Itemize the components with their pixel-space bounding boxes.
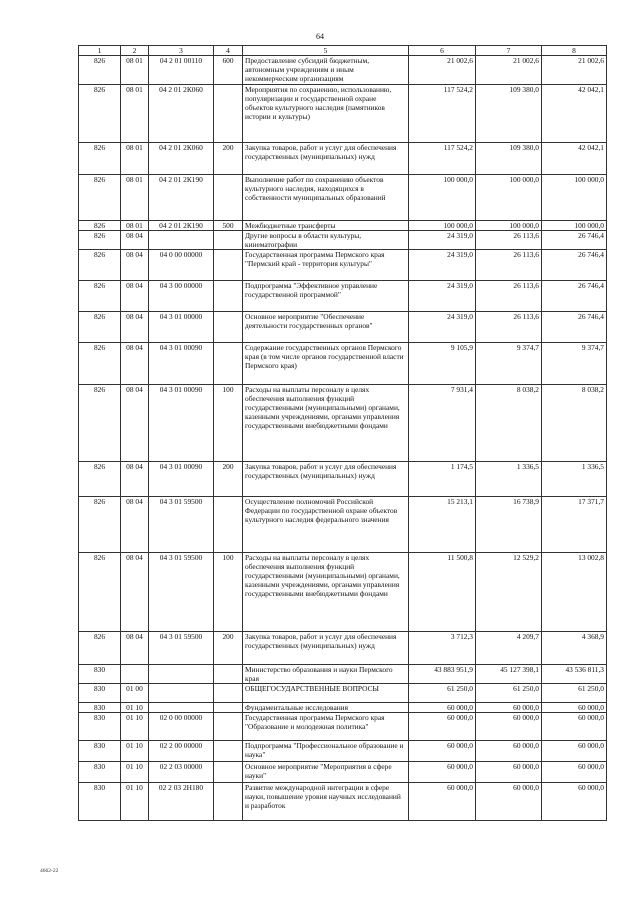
cell-target-article: 02 2 03 00000 [149,762,214,783]
header-cell: 4 [214,46,243,56]
cell-amount-year2: 100 000,0 [476,221,542,231]
cell-amount-year2: 8 038,2 [476,385,542,462]
table-row [79,553,607,632]
header-cell: 1 [79,46,121,56]
cell-amount-year2: 26 113,6 [476,231,542,250]
cell-target-article: 04 3 01 59500 [149,553,214,632]
cell-amount-year2: 26 113,6 [476,281,542,312]
cell-amount-year3: 8 038,2 [542,385,607,462]
cell-admin-code: 830 [79,713,121,741]
cell-admin-code: 826 [79,221,121,231]
cell-admin-code: 826 [79,56,121,85]
cell-amount-year3: 60 000,0 [542,713,607,741]
cell-target-article: 04 2 01 2К060 [149,143,214,175]
cell-amount-year1: 24 319,0 [409,231,476,250]
cell-description: Фундаментальные исследования [243,703,409,713]
cell-amount-year3: 43 536 811,3 [542,665,607,684]
cell-target-article: 04 0 00 00000 [149,250,214,281]
table-row [79,143,607,175]
cell-description: Закупка товаров, работ и услуг для обеспечения государственных (муниципальных) нужд [243,462,409,497]
cell-description: Выполнение работ по сохранению объектов культурного наследия, находящихся в собственности муниципальных образований [243,175,409,221]
cell-admin-code: 826 [79,281,121,312]
cell-section-code: 08 04 [121,312,149,343]
cell-admin-code: 826 [79,250,121,281]
cell-section-code: 08 04 [121,462,149,497]
cell-section-code: 01 10 [121,741,149,762]
table-row [79,462,607,497]
cell-expense-type: 100 [214,385,243,462]
cell-amount-year3: 13 002,8 [542,553,607,632]
cell-amount-year1: 61 250,0 [409,684,476,703]
cell-amount-year1: 60 000,0 [409,762,476,783]
table-row [79,231,607,250]
cell-amount-year2: 26 113,6 [476,312,542,343]
cell-expense-type [214,231,243,250]
cell-amount-year2: 4 209,7 [476,632,542,665]
cell-section-code: 01 00 [121,684,149,703]
cell-amount-year1: 60 000,0 [409,741,476,762]
cell-target-article [149,684,214,703]
cell-amount-year3: 17 371,7 [542,497,607,553]
cell-section-code: 08 04 [121,231,149,250]
cell-section-code: 08 04 [121,497,149,553]
cell-description: Другие вопросы в области культуры, кинематографии [243,231,409,250]
table-row [79,281,607,312]
cell-expense-type: 100 [214,553,243,632]
cell-amount-year1: 9 105,9 [409,343,476,385]
cell-amount-year3: 60 000,0 [542,762,607,783]
cell-description: Содержание государственных органов Пермского края (в том числе органов государственной власти Пермского края) [243,343,409,385]
cell-admin-code: 826 [79,231,121,250]
table-row [79,56,607,85]
cell-description: Закупка товаров, работ и услуг для обеспечения государственных (муниципальных) нужд [243,632,409,665]
cell-description: Мероприятия по сохранению, использованию, популяризации и государственной охране объектов культурного наследия (памятников истории и культуры) [243,85,409,143]
cell-admin-code: 830 [79,703,121,713]
cell-amount-year1: 24 319,0 [409,281,476,312]
table-row [79,385,607,462]
header-cell: 7 [476,46,542,56]
cell-section-code: 01 10 [121,783,149,821]
cell-amount-year2: 60 000,0 [476,741,542,762]
cell-section-code: 08 04 [121,281,149,312]
cell-section-code: 08 04 [121,553,149,632]
cell-target-article: 04 3 01 00000 [149,312,214,343]
cell-amount-year3: 26 746,4 [542,281,607,312]
cell-expense-type: 600 [214,56,243,85]
cell-target-article: 04 3 01 59500 [149,497,214,553]
cell-amount-year2: 9 374,7 [476,343,542,385]
cell-amount-year2: 60 000,0 [476,703,542,713]
cell-amount-year3: 42 042,1 [542,143,607,175]
cell-amount-year3: 21 002,6 [542,56,607,85]
cell-amount-year3: 9 374,7 [542,343,607,385]
cell-expense-type [214,783,243,821]
cell-admin-code: 826 [79,497,121,553]
cell-section-code: 01 10 [121,762,149,783]
cell-amount-year2: 26 113,6 [476,250,542,281]
cell-section-code: 08 01 [121,143,149,175]
table-row [79,175,607,221]
cell-expense-type [214,497,243,553]
footer-code: 4662-22 [40,868,59,874]
cell-amount-year1: 60 000,0 [409,703,476,713]
cell-description: ОБЩЕГОСУДАРСТВЕННЫЕ ВОПРОСЫ [243,684,409,703]
cell-amount-year2: 60 000,0 [476,713,542,741]
cell-amount-year2: 61 250,0 [476,684,542,703]
cell-expense-type [214,741,243,762]
table-row [79,312,607,343]
cell-amount-year1: 15 213,1 [409,497,476,553]
cell-admin-code: 826 [79,632,121,665]
table-row [79,497,607,553]
cell-admin-code: 826 [79,462,121,497]
cell-admin-code: 826 [79,553,121,632]
cell-expense-type [214,665,243,684]
cell-amount-year1: 24 319,0 [409,312,476,343]
cell-target-article [149,231,214,250]
cell-amount-year1: 1 174,5 [409,462,476,497]
cell-amount-year1: 100 000,0 [409,221,476,231]
cell-admin-code: 830 [79,762,121,783]
cell-expense-type: 500 [214,221,243,231]
table-row [79,703,607,713]
cell-expense-type: 200 [214,632,243,665]
cell-amount-year3: 61 250,0 [542,684,607,703]
cell-section-code: 08 01 [121,175,149,221]
cell-section-code: 08 04 [121,250,149,281]
cell-target-article: 04 3 01 00090 [149,462,214,497]
cell-expense-type [214,713,243,741]
cell-amount-year1: 117 524,2 [409,143,476,175]
cell-target-article: 02 2 03 2Н180 [149,783,214,821]
cell-target-article: 04 3 01 59500 [149,632,214,665]
cell-target-article [149,703,214,713]
cell-amount-year1: 11 500,8 [409,553,476,632]
header-cell: 5 [243,46,409,56]
cell-description: Закупка товаров, работ и услуг для обеспечения государственных (муниципальных) нужд [243,143,409,175]
cell-expense-type: 200 [214,143,243,175]
page-number: 64 [316,32,324,41]
cell-amount-year2: 109 380,0 [476,85,542,143]
cell-amount-year1: 100 000,0 [409,175,476,221]
header-cell: 3 [149,46,214,56]
cell-description: Государственная программа Пермского края "Образование и молодежная политика" [243,713,409,741]
cell-admin-code: 826 [79,85,121,143]
cell-amount-year3: 100 000,0 [542,175,607,221]
cell-amount-year3: 26 746,4 [542,250,607,281]
cell-amount-year2: 100 000,0 [476,175,542,221]
cell-amount-year1: 117 524,2 [409,85,476,143]
cell-description: Расходы на выплаты персоналу в целях обеспечения выполнения функций государственными (муниципальными) органами, казенными учреждениями, органами управления государственными внебюджетными фондами [243,553,409,632]
cell-expense-type: 200 [214,462,243,497]
budget-table [78,45,607,821]
cell-section-code: 08 01 [121,56,149,85]
cell-amount-year2: 60 000,0 [476,783,542,821]
header-cell: 2 [121,46,149,56]
cell-expense-type [214,250,243,281]
cell-amount-year2: 1 336,5 [476,462,542,497]
cell-amount-year1: 21 002,6 [409,56,476,85]
cell-target-article: 04 3 01 00090 [149,343,214,385]
cell-amount-year3: 4 368,9 [542,632,607,665]
cell-admin-code: 830 [79,684,121,703]
cell-admin-code: 826 [79,343,121,385]
header-row [79,46,607,56]
cell-target-article: 04 2 01 2К190 [149,221,214,231]
table-row [79,684,607,703]
cell-section-code: 08 04 [121,385,149,462]
cell-target-article: 04 3 01 00090 [149,385,214,462]
cell-amount-year1: 3 712,3 [409,632,476,665]
cell-expense-type [214,85,243,143]
cell-description: Основное мероприятие "Обеспечение деятельности государственных органов" [243,312,409,343]
cell-target-article: 04 2 01 2К060 [149,85,214,143]
cell-expense-type [214,343,243,385]
cell-amount-year2: 60 000,0 [476,762,542,783]
cell-section-code: 08 01 [121,85,149,143]
table-row [79,632,607,665]
cell-description: Предоставление субсидий бюджетным, автономным учреждениям и иным некоммерческим организациям [243,56,409,85]
table-row [79,85,607,143]
table-row [79,250,607,281]
cell-expense-type [214,684,243,703]
cell-description: Подпрограмма "Профессиональное образование и наука" [243,741,409,762]
cell-section-code: 01 10 [121,703,149,713]
cell-expense-type [214,762,243,783]
header-cell: 8 [542,46,607,56]
cell-target-article: 02 2 00 00000 [149,741,214,762]
cell-amount-year3: 26 746,4 [542,231,607,250]
cell-amount-year3: 60 000,0 [542,703,607,713]
cell-target-article: 04 2 01 2К190 [149,175,214,221]
cell-target-article: 02 0 00 00000 [149,713,214,741]
cell-amount-year1: 7 931,4 [409,385,476,462]
cell-amount-year2: 109 380,0 [476,143,542,175]
cell-admin-code: 830 [79,665,121,684]
cell-amount-year1: 60 000,0 [409,713,476,741]
cell-description: Развитие международной интеграции в сфере науки, повышение уровня научных исследований и разработок [243,783,409,821]
cell-amount-year2: 45 127 398,1 [476,665,542,684]
cell-section-code [121,665,149,684]
cell-amount-year3: 26 746,4 [542,312,607,343]
cell-amount-year3: 60 000,0 [542,741,607,762]
cell-admin-code: 826 [79,312,121,343]
table-row [79,221,607,231]
cell-section-code: 08 04 [121,343,149,385]
cell-amount-year3: 1 336,5 [542,462,607,497]
table-row [79,713,607,741]
table-row [79,343,607,385]
cell-amount-year2: 16 738,9 [476,497,542,553]
cell-amount-year1: 60 000,0 [409,783,476,821]
cell-expense-type [214,703,243,713]
cell-section-code: 01 10 [121,713,149,741]
cell-amount-year3: 42 042,1 [542,85,607,143]
cell-target-article [149,665,214,684]
cell-admin-code: 830 [79,783,121,821]
table-row [79,665,607,684]
cell-expense-type [214,175,243,221]
cell-description: Министерство образования и науки Пермского края [243,665,409,684]
header-cell: 6 [409,46,476,56]
cell-admin-code: 826 [79,175,121,221]
cell-amount-year2: 21 002,6 [476,56,542,85]
cell-description: Осуществление полномочий Российской Федерации по государственной охране объектов культурного наследия федерального значения [243,497,409,553]
cell-admin-code: 826 [79,143,121,175]
cell-description: Основное мероприятие "Мероприятия в сфере науки" [243,762,409,783]
cell-amount-year1: 43 883 951,9 [409,665,476,684]
cell-description: Межбюджетные трансферты [243,221,409,231]
cell-admin-code: 826 [79,385,121,462]
table-row [79,741,607,762]
cell-expense-type [214,281,243,312]
cell-target-article: 04 2 01 00110 [149,56,214,85]
table-row [79,783,607,821]
cell-section-code: 08 01 [121,221,149,231]
cell-section-code: 08 04 [121,632,149,665]
cell-admin-code: 830 [79,741,121,762]
cell-description: Расходы на выплаты персоналу в целях обеспечения выполнения функций государственными (муниципальными) органами, казенными учреждениями, органами управления государственными внебюджетными фондами [243,385,409,462]
cell-description: Государственная программа Пермского края "Пермский край - территория культуры" [243,250,409,281]
cell-amount-year1: 24 319,0 [409,250,476,281]
table-row [79,762,607,783]
cell-amount-year2: 12 529,2 [476,553,542,632]
cell-amount-year3: 60 000,0 [542,783,607,821]
cell-expense-type [214,312,243,343]
cell-amount-year3: 100 000,0 [542,221,607,231]
cell-target-article: 04 3 00 00000 [149,281,214,312]
cell-description: Подпрограмма "Эффективное управление государственной программой" [243,281,409,312]
